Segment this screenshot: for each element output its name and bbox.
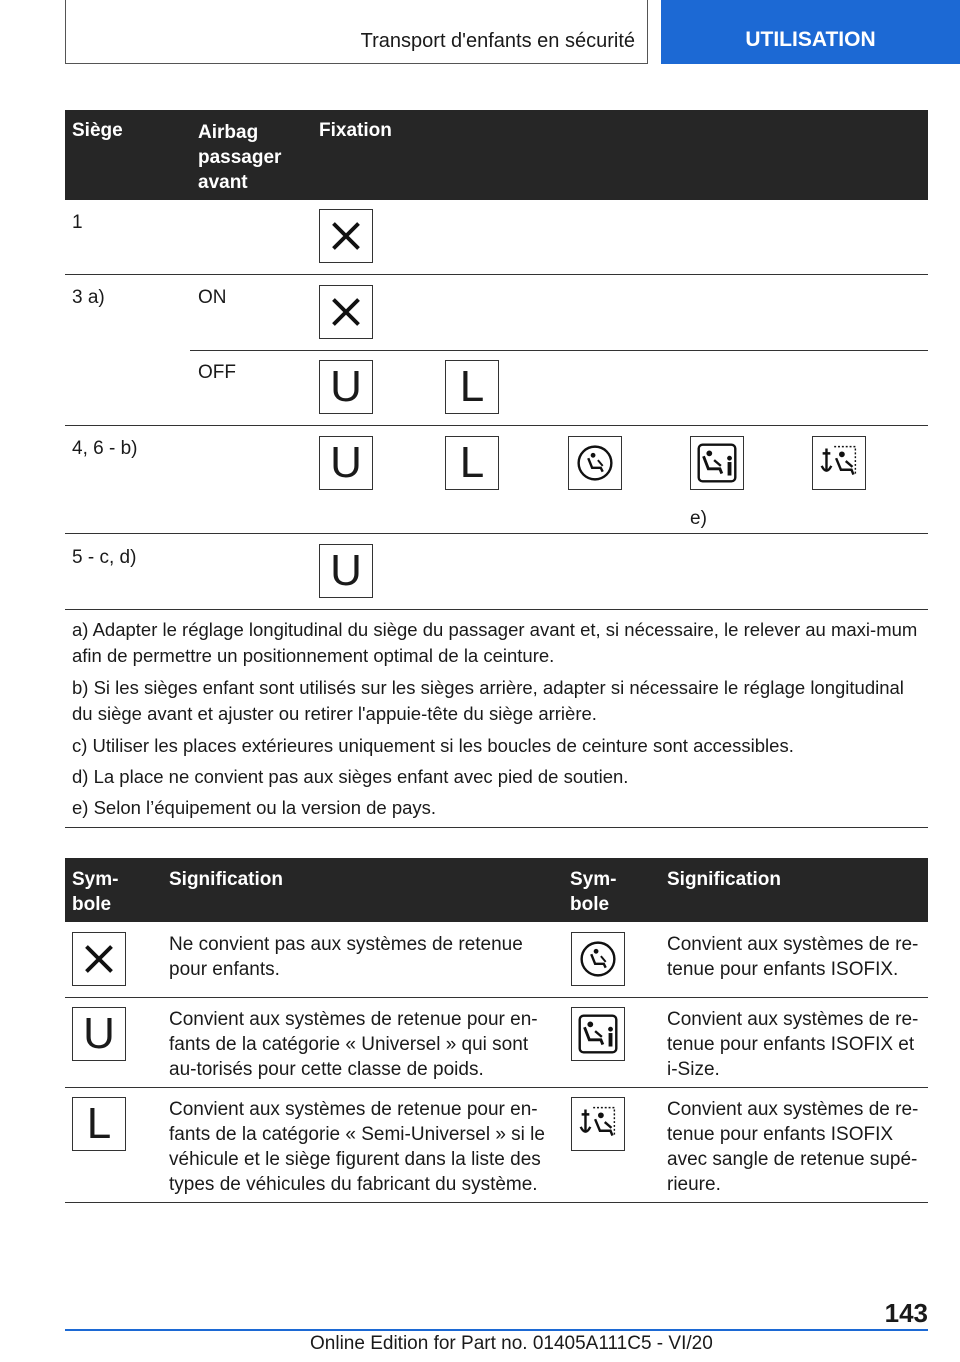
page-number: 143 [884,1298,928,1328]
isofix-icon [568,436,622,490]
semi-universal-icon: L [445,436,499,490]
col-symbol: Sym-bole [72,869,119,915]
col-airbag: Airbag passager avant [198,122,282,193]
footnote-a: a) Adapter le réglage longitudinal du siège du passager avant et, si nécessaire, le relever au maxi-mum afin de permettre un positionnement optimal de la ceinture. [72,619,918,666]
footer-rule [65,1329,928,1331]
col-meaning: Signification [169,869,283,890]
semi-universal-icon: L [72,1097,126,1151]
airbag-state: OFF [198,362,236,383]
footnote-d: d) La place ne convient pas aux sièges enfant avec pied de soutien. [72,766,629,787]
seat-label: 4, 6 - b) [72,438,138,459]
cross-icon [319,209,373,263]
isofix-icon [571,932,625,986]
universal-icon: U [319,360,373,414]
cross-icon [72,932,126,986]
meaning-text: Convient aux systèmes de retenue pour en-fants de la catégorie « Universel » qui sont au-torisés pour cette classe de poids. [169,1009,538,1080]
semi-universal-icon: L [445,360,499,414]
running-header [65,0,648,64]
col-meaning: Signification [667,869,781,890]
meaning-text: Ne convient pas aux systèmes de retenue pour enfants. [169,934,523,980]
footnote-b: b) Si les sièges enfant sont utilisés sur les sièges arrière, adapter si nécessaire le réglage longitudinal du siège avant et ajuster ou retirer l'appuie-tête du siège arrière. [72,677,904,724]
cross-icon [319,285,373,339]
universal-icon: U [72,1007,126,1061]
col-symbol: Sym-bole [570,869,617,915]
isofix-tether-icon [571,1097,625,1151]
meaning-text: Convient aux systèmes de re-tenue pour enfants ISOFIX et i-Size. [667,1009,919,1080]
meaning-text: Convient aux systèmes de re-tenue pour enfants ISOFIX avec sangle de retenue supé-rieure. [667,1099,919,1195]
universal-icon: U [319,436,373,490]
airbag-state: ON [198,287,227,308]
chapter-tab[interactable]: UTILISATION [661,0,960,64]
isofix-tether-icon [812,436,866,490]
isofix-isize-icon [690,436,744,490]
seat-label: 5 - c, d) [72,547,137,568]
edition-text: Online Edition for Part no. 01405A111C5 - VI/20 [310,1333,713,1354]
seat-label: 3 a) [72,287,105,308]
footnote-ref: e) [690,508,707,529]
footnote-c: c) Utiliser les places extérieures uniquement si les boucles de ceinture sont accessibles. [72,735,794,756]
isofix-isize-icon [571,1007,625,1061]
meaning-text: Convient aux systèmes de re-tenue pour enfants ISOFIX. [667,934,919,980]
table2-header [65,858,928,922]
meaning-text: Convient aux systèmes de retenue pour en-fants de la catégorie « Semi-Universel » si le véhicule et le siège figurent dans la liste des types de véhicules du fabricant du système. [169,1099,545,1195]
footnote-e: e) Selon l’équipement ou la version de pays. [72,797,437,818]
table1-header [65,110,928,200]
section-title: Transport d'enfants en sécurité [360,30,635,52]
universal-icon: U [319,544,373,598]
seat-label: 1 [72,212,83,233]
col-fixation: Fixation [319,120,392,141]
col-seat: Siège [72,120,123,141]
